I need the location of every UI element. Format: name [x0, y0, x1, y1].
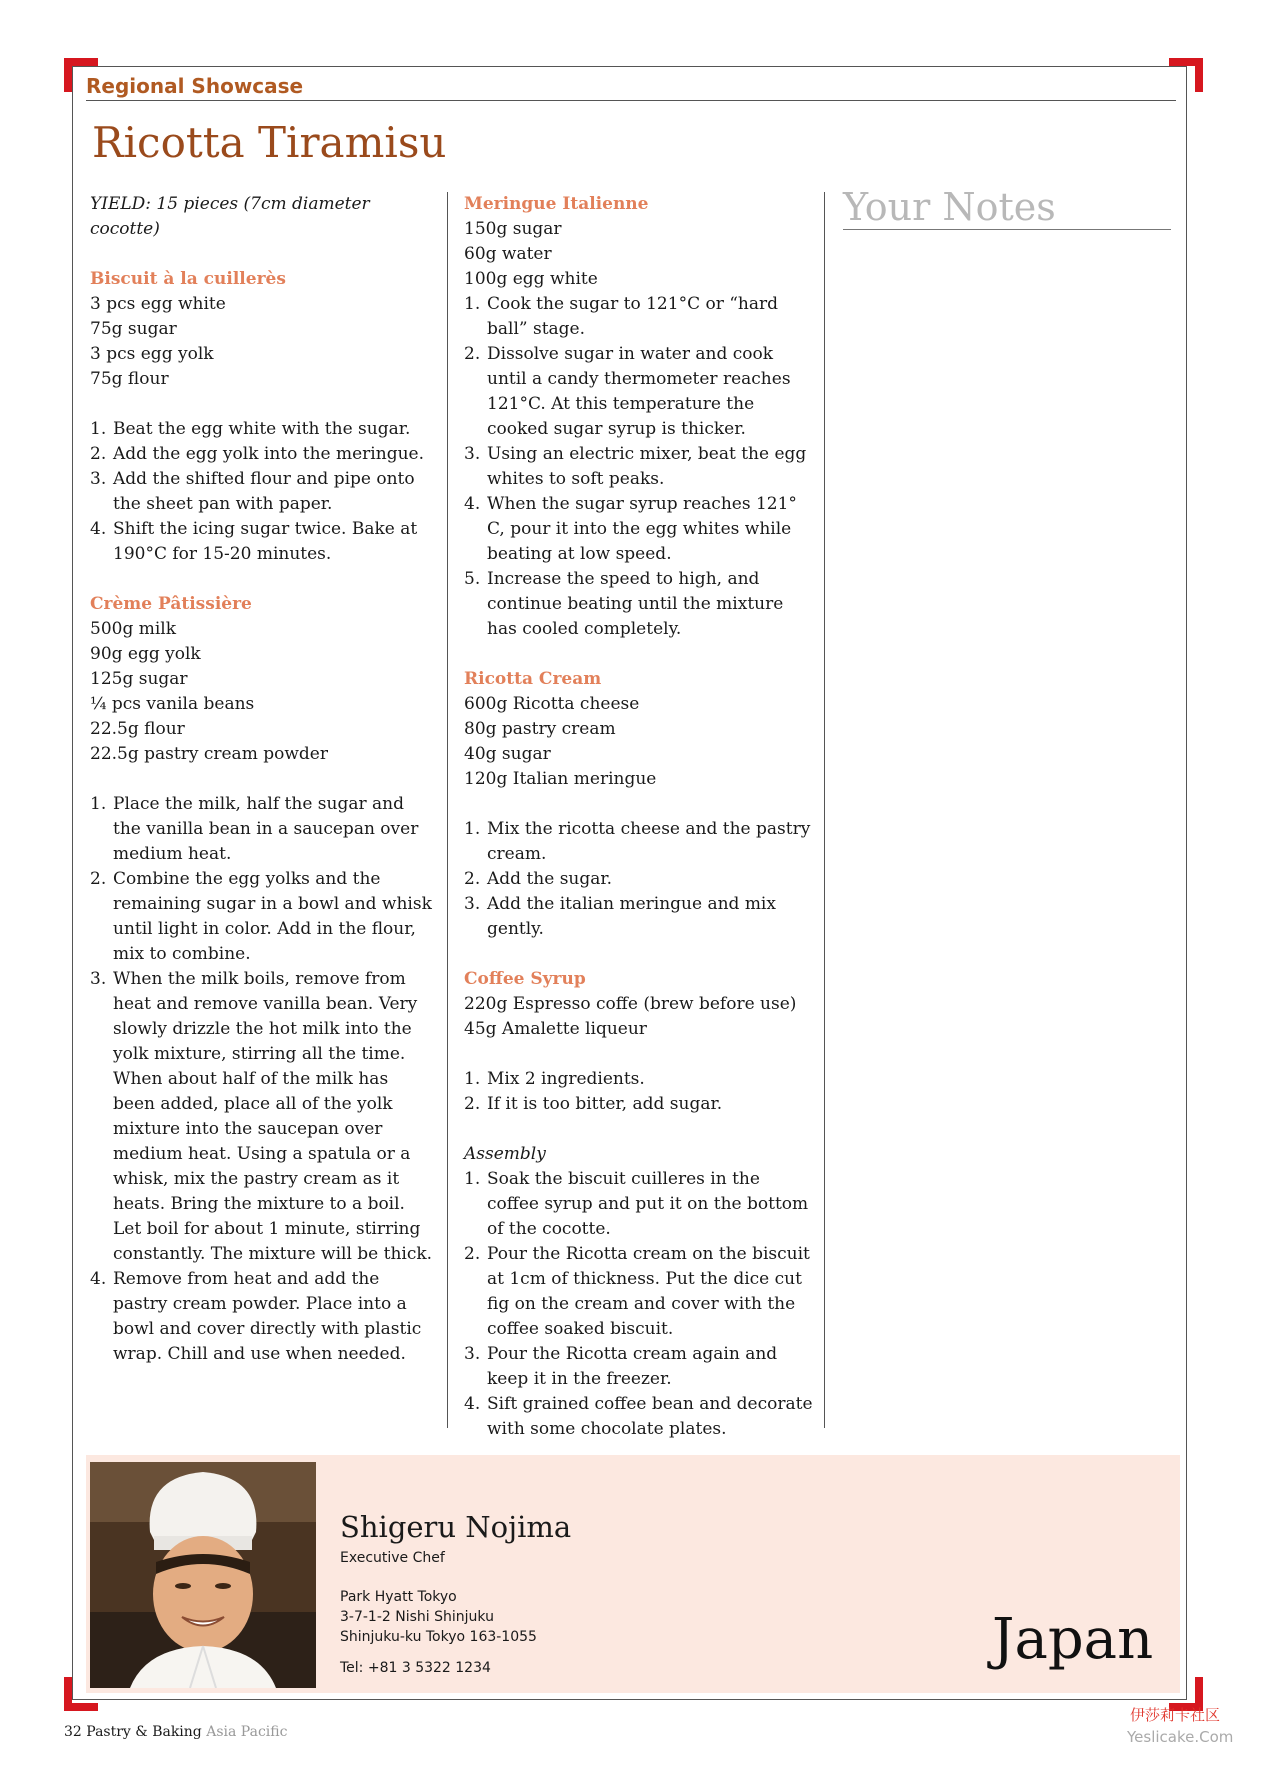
step-number: 1. [90, 794, 107, 814]
watermark-en: Yeslicake.Com [1127, 1728, 1234, 1746]
step-item [464, 1342, 814, 1392]
ingredient-item: 120g Italian meringue [464, 769, 657, 789]
section-rule [86, 100, 1176, 101]
step-number: 1. [464, 1169, 481, 1189]
step-text: Increase the speed to high, and continue beating until the mixture has cooled completely. [487, 569, 784, 639]
step-item [464, 1092, 814, 1117]
step-number: 4. [464, 1394, 481, 1414]
magazine-region: Asia Pacific [206, 1724, 288, 1740]
ingredient-item: 75g sugar [90, 319, 177, 339]
ingredient-list [464, 217, 814, 292]
step-number: 2. [464, 1094, 481, 1114]
recipe-section-heading: Ricotta Cream [464, 669, 602, 689]
page-number: 32 [64, 1724, 82, 1740]
step-item [90, 1267, 435, 1367]
step-text: Using an electric mixer, beat the egg whites to soft peaks. [487, 444, 807, 489]
notes-title: Your Notes [843, 185, 1056, 229]
step-number: 3. [90, 469, 107, 489]
ingredient-item: 75g flour [90, 369, 169, 389]
step-text: When the sugar syrup reaches 121° C, pour it into the egg whites while beating at low speed. [487, 494, 797, 564]
country-label: Japan [992, 1607, 1154, 1672]
step-number: 4. [90, 519, 107, 539]
step-text: Add the egg yolk into the meringue. [113, 444, 424, 464]
column-divider [824, 192, 825, 1428]
step-number: 1. [464, 819, 481, 839]
step-text: Shift the icing sugar twice. Bake at 190°C for 15-20 minutes. [113, 519, 418, 564]
address-line: 3-7-1-2 Nishi Shinjuku [340, 1609, 494, 1625]
step-text: Soak the biscuit cuilleres in the coffee syrup and put it on the bottom of the cocotte. [487, 1169, 809, 1239]
step-item [464, 1392, 814, 1442]
step-text: If it is too bitter, add sugar. [487, 1094, 723, 1114]
step-item [464, 1167, 814, 1242]
step-number: 3. [464, 444, 481, 464]
step-text: Combine the egg yolks and the remaining sugar in a bowl and whisk until light in color. Add in the flour, mix to combine. [113, 869, 432, 964]
step-text: Beat the egg white with the sugar. [113, 419, 411, 439]
step-text: Mix the ricotta cheese and the pastry cream. [487, 819, 811, 864]
step-text: Mix 2 ingredients. [487, 1069, 645, 1089]
ingredient-item: 80g pastry cream [464, 719, 616, 739]
step-number: 5. [464, 569, 481, 589]
step-item [90, 517, 435, 567]
step-item [90, 442, 435, 467]
step-list [90, 417, 435, 567]
step-text: When the milk boils, remove from heat and remove vanilla bean. Very slowly drizzle the hot milk into the yolk mixture, stirring all the time. When about half of the milk has been added, place all of the yolk mixture into the saucepan over medium heat. Using a spatula or a whisk, mix the pastry cream as it heats. Bring the mixture to a boil. Let boil for about 1 minute, stirring constantly. The mixture will be thick. [113, 969, 433, 1264]
step-text: Add the italian meringue and mix gently. [487, 894, 776, 939]
recipe-section-heading: Crème Pâtissière [90, 594, 252, 614]
notes-rule [843, 229, 1171, 230]
corner-mark-top-right [1169, 58, 1203, 92]
watermark-cn: 伊莎莉卡社区 [1130, 1706, 1221, 1724]
step-number: 4. [90, 1269, 107, 1289]
step-number: 1. [90, 419, 107, 439]
step-text: Cook the sugar to 121°C or “hard ball” stage. [487, 294, 779, 339]
magazine-name: Pastry & Baking [86, 1724, 202, 1740]
recipe-section-heading: Meringue Italienne [464, 194, 649, 214]
step-number: 2. [90, 869, 107, 889]
step-number: 1. [464, 294, 481, 314]
column-divider [447, 192, 448, 1428]
page-title: Ricotta Tiramisu [92, 118, 447, 167]
step-item [464, 492, 814, 567]
recipe-section-heading: Assembly [464, 1144, 546, 1164]
step-list [464, 292, 814, 642]
ingredient-item: 3 pcs egg white [90, 294, 226, 314]
section-label: Regional Showcase [86, 74, 304, 98]
step-list [90, 792, 435, 1367]
step-number: 2. [464, 1244, 481, 1264]
step-item [90, 792, 435, 867]
ingredient-list [90, 292, 435, 392]
ingredient-item: 125g sugar [90, 669, 188, 689]
step-item [90, 467, 435, 517]
address-line: Shinjuku-ku Tokyo 163-1055 [340, 1629, 537, 1645]
chef-name: Shigeru Nojima [340, 1510, 572, 1544]
step-text: Dissolve sugar in water and cook until a candy thermometer reaches 121°C. At this temperature the cooked sugar syrup is thicker. [487, 344, 791, 439]
chef-role: Executive Chef [340, 1550, 445, 1566]
chef-phone: Tel: +81 3 5322 1234 [340, 1660, 491, 1676]
step-text: Remove from heat and add the pastry cream powder. Place into a bowl and cover directly with plastic wrap. Chill and use when needed. [113, 1269, 422, 1364]
step-number: 3. [464, 894, 481, 914]
step-item [464, 817, 814, 867]
recipe-column-1 [90, 192, 435, 1367]
step-number: 3. [464, 1344, 481, 1364]
yield: YIELD: 15 pieces (7cm diameter cocotte) [90, 194, 370, 239]
step-item [464, 567, 814, 642]
ingredient-item: 500g milk [90, 619, 177, 639]
step-item [464, 1067, 814, 1092]
recipe-section-heading: Coffee Syrup [464, 969, 586, 989]
step-item [464, 342, 814, 442]
chef-photo [90, 1462, 316, 1688]
ingredient-item: 60g water [464, 244, 552, 264]
page-footer [64, 1724, 287, 1740]
ingredient-item: 22.5g flour [90, 719, 185, 739]
address-line: Park Hyatt Tokyo [340, 1589, 457, 1605]
step-number: 2. [90, 444, 107, 464]
step-list [464, 1167, 814, 1442]
recipe-column-2 [464, 192, 814, 1442]
ingredient-item: ¼ pcs vanila beans [90, 694, 255, 714]
step-number: 1. [464, 1069, 481, 1089]
step-text: Add the sugar. [487, 869, 613, 889]
step-item [464, 867, 814, 892]
step-text: Place the milk, half the sugar and the vanilla bean in a saucepan over medium heat. [113, 794, 419, 864]
ingredient-item: 90g egg yolk [90, 644, 201, 664]
ingredient-item: 3 pcs egg yolk [90, 344, 214, 364]
step-list [464, 1067, 814, 1117]
step-item [90, 867, 435, 967]
ingredient-list [90, 617, 435, 767]
step-item [464, 292, 814, 342]
ingredient-item: 45g Amalette liqueur [464, 1019, 647, 1039]
step-item [464, 892, 814, 942]
ingredient-item: 40g sugar [464, 744, 551, 764]
step-number: 2. [464, 344, 481, 364]
ingredient-item: 100g egg white [464, 269, 598, 289]
ingredient-item: 150g sugar [464, 219, 562, 239]
ingredient-list [464, 992, 814, 1042]
step-item [90, 417, 435, 442]
step-item [90, 967, 435, 1267]
ingredient-list [464, 692, 814, 792]
step-list [464, 817, 814, 942]
ingredient-item: 22.5g pastry cream powder [90, 744, 328, 764]
chef-address [340, 1587, 537, 1647]
step-number: 3. [90, 969, 107, 989]
step-item [464, 442, 814, 492]
step-number: 4. [464, 494, 481, 514]
step-text: Pour the Ricotta cream on the biscuit at 1cm of thickness. Put the dice cut fig on the cream and cover with the coffee soaked biscuit. [487, 1244, 810, 1339]
ingredient-item: 600g Ricotta cheese [464, 694, 640, 714]
step-number: 2. [464, 869, 481, 889]
step-text: Pour the Ricotta cream again and keep it in the freezer. [487, 1344, 778, 1389]
step-text: Add the shifted flour and pipe onto the sheet pan with paper. [113, 469, 415, 514]
step-text: Sift grained coffee bean and decorate with some chocolate plates. [487, 1394, 813, 1439]
recipe-section-heading: Biscuit à la cuillerès [90, 269, 286, 289]
ingredient-item: 220g Espresso coffe (brew before use) [464, 994, 797, 1014]
step-item [464, 1242, 814, 1342]
